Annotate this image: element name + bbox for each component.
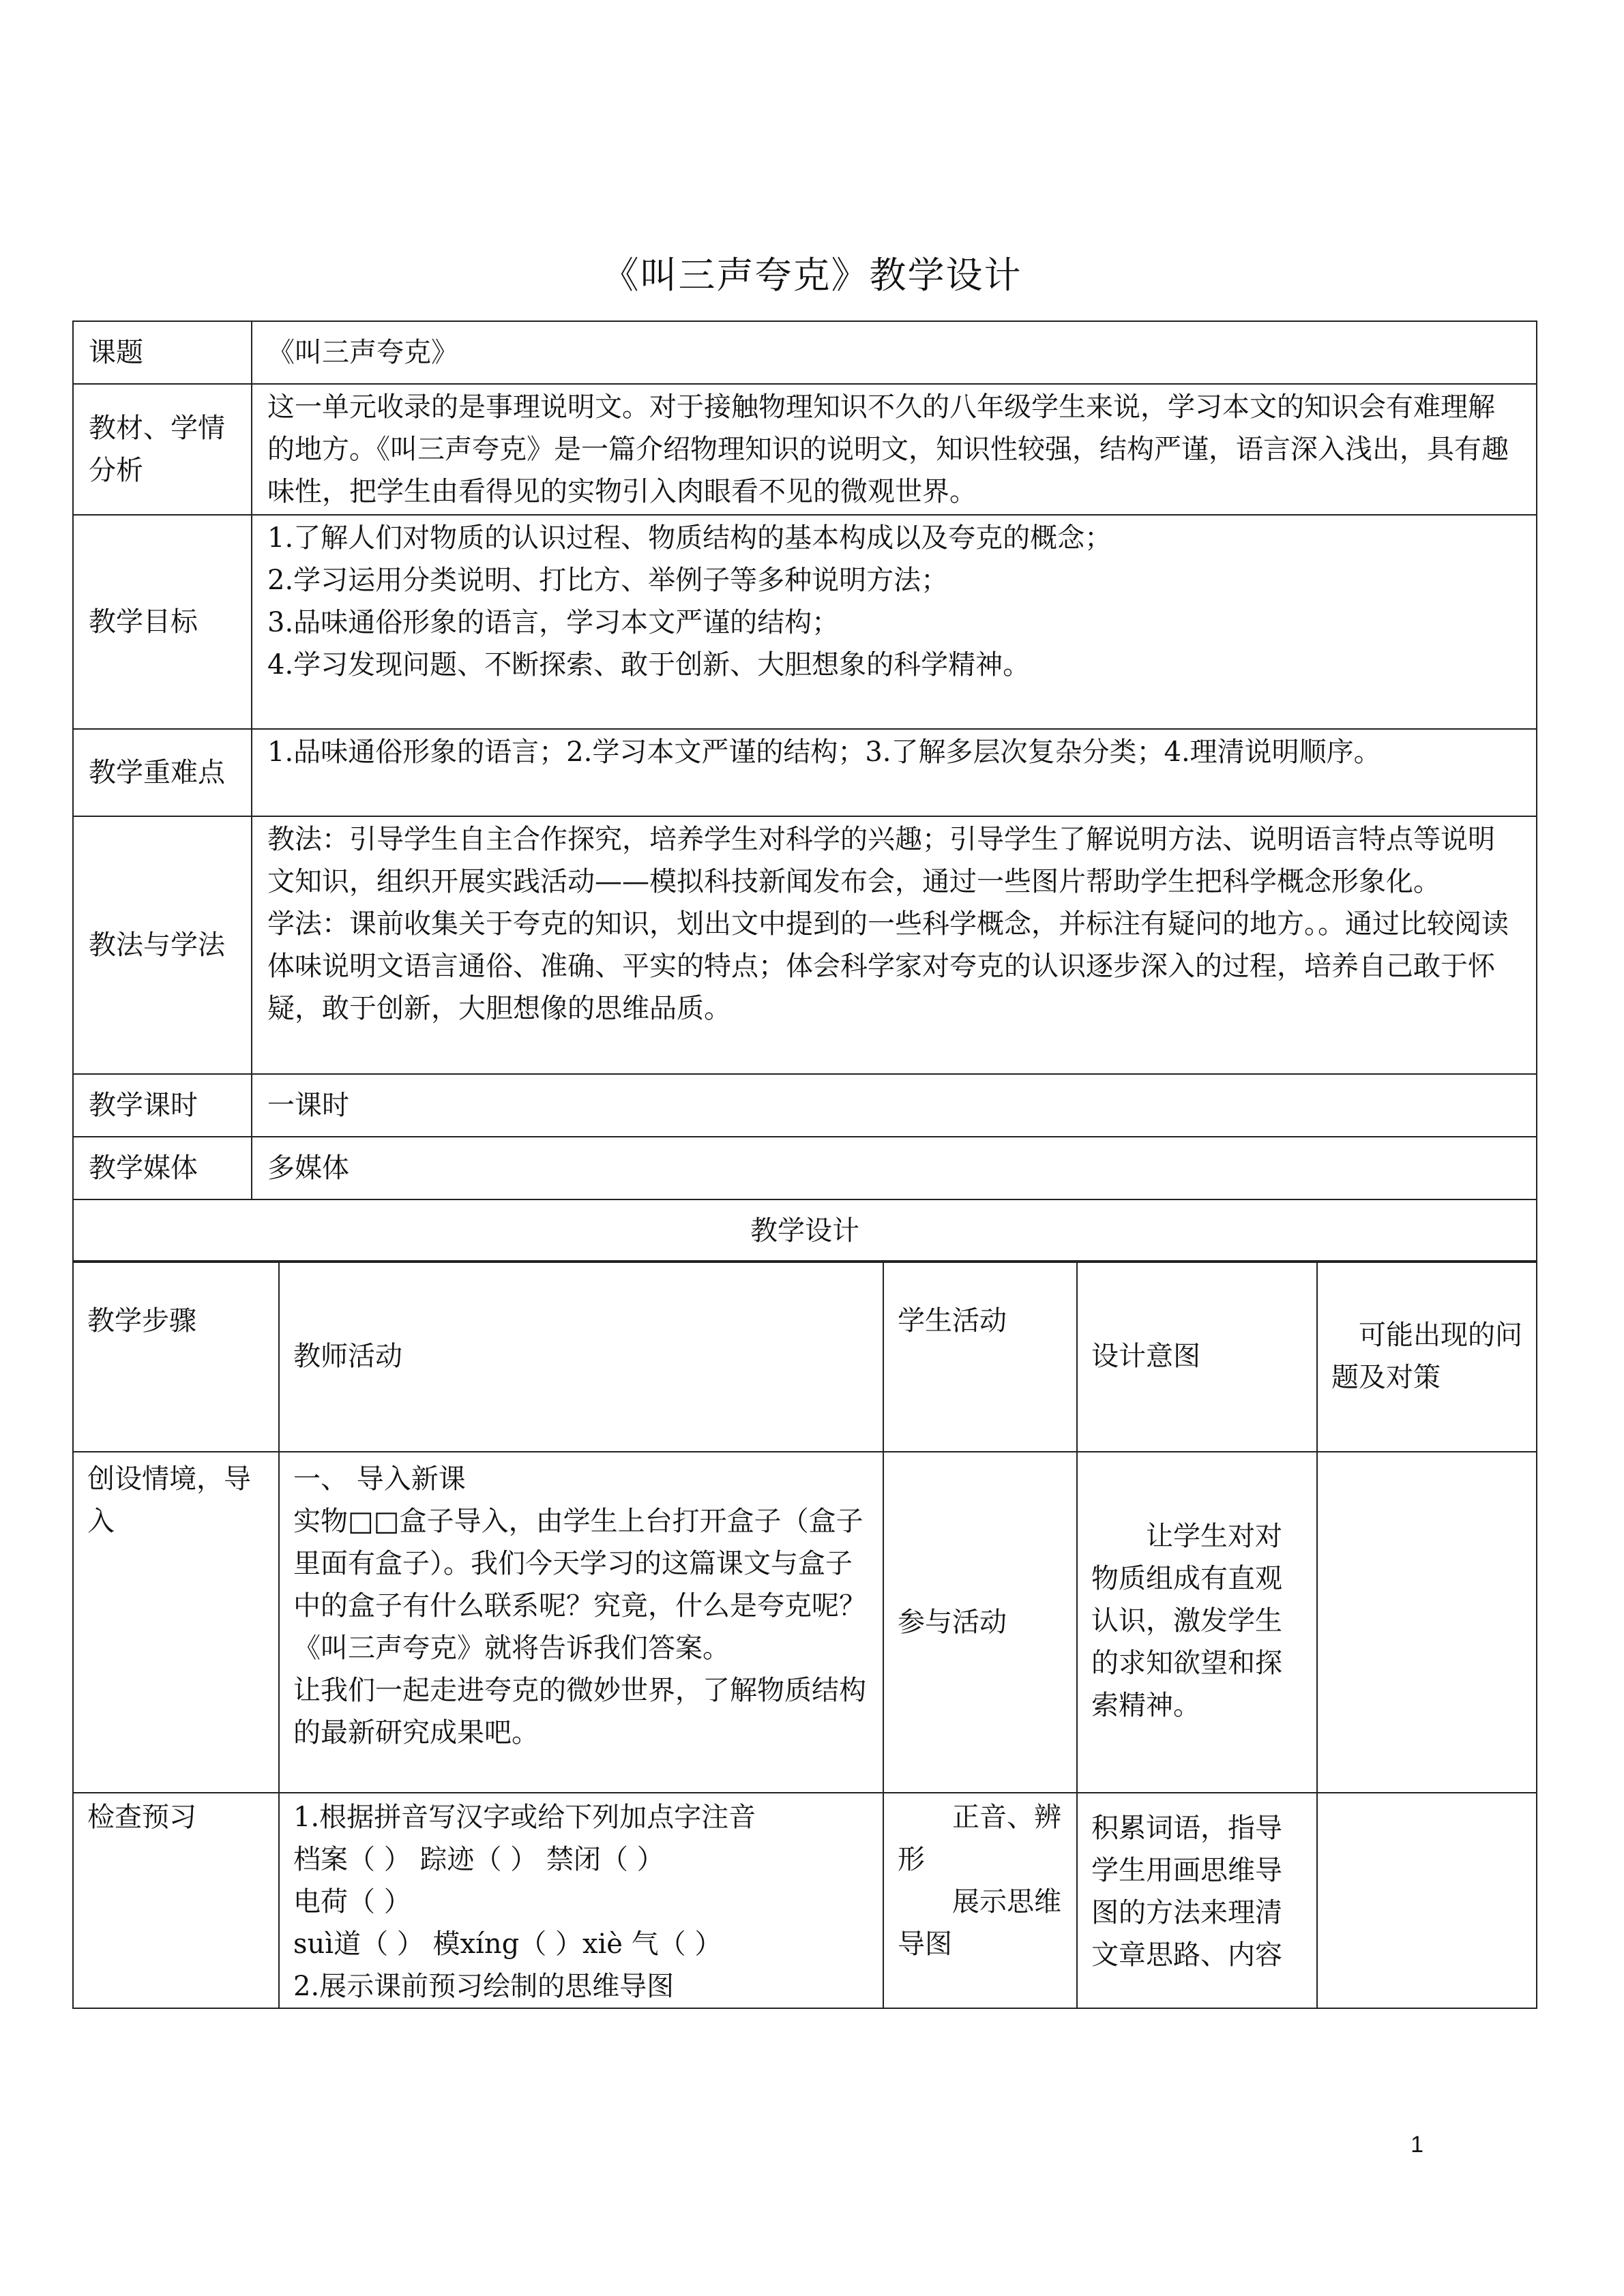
info-row-hours [73,1074,1537,1137]
header-problems: 可能出现的问题及对策 [1317,1261,1537,1452]
info-label: 教材、学情分析 [73,384,252,515]
design-table [72,1260,1537,2009]
info-value [252,816,1537,1074]
goal-item: 3.品味通俗形象的语言，学习本文严谨的结构； [267,607,840,638]
design-intent: 让学生对对物质组成有直观认识，激发学生的求知欲望和探索精神。 [1077,1452,1317,1793]
header-intent: 设计意图 [1077,1261,1317,1452]
info-value [252,515,1537,729]
info-value: 《叫三声夸克》 [252,321,1537,384]
info-label: 教学重难点 [73,729,252,816]
teacher-line: 电荷（ ） [293,1886,411,1918]
header-teacher: 教师活动 [279,1261,883,1452]
problems-cell [1317,1452,1537,1793]
goal-item: 1.了解人们对物质的认识过程、物质结构的基本构成以及夸克的概念； [267,522,1112,554]
teacher-line: 2.展示课前预习绘制的思维导图 [293,1971,675,2002]
info-row-topic [73,321,1537,384]
info-label: 教学目标 [73,515,252,729]
header-step: 教学步骤 [73,1261,279,1452]
goal-item: 4.学习发现问题、不断探索、敢于创新、大胆想象的科学精神。 [267,649,1031,681]
header-student: 学生活动 [883,1261,1077,1452]
design-intent: 积累词语，指导学生用画思维导图的方法来理清文章思路、内容 [1077,1793,1317,2008]
info-table [72,320,1537,1263]
info-value: 这一单元收录的是事理说明文。对于接触物理知识不久的八年级学生来说，学习本文的知识会有难理解的地方。《叫三声夸克》是一篇介绍物理知识的说明文，知识性较强，结构严谨，语言深入浅出，具有趣味性，把学生由看得见的实物引入肉眼看不见的微观世界。 [252,384,1537,515]
info-row-media [73,1137,1537,1199]
info-label: 课题 [73,321,252,384]
info-value: 多媒体 [252,1137,1537,1199]
page-number: 1 [1411,2132,1423,2158]
teacher-line: suì道（ ） 模xíng（ ）xiè 气（ ） [293,1928,722,1960]
teacher-line: 让我们一起走进夸克的微妙世界，了解物质结构的最新研究成果吧。 [293,1675,866,1748]
goal-item: 2.学习运用分类说明、打比方、举例子等多种说明方法； [267,565,949,596]
student-activity: 参与活动 [883,1452,1077,1793]
student-line: 展示思维导图 [898,1886,1061,1960]
method-teach: 教法：引导学生自主合作探究，培养学生对科学的兴趣；引导学生了解说明方法、说明语言特点等说明文知识，组织开展实践活动——模拟科技新闻发布会，通过一些图片帮助学生把科学概念形象化。 [267,824,1495,897]
teacher-line: 一、 导入新课 [293,1463,466,1495]
design-title-row [73,1199,1537,1262]
info-label: 教学媒体 [73,1137,252,1199]
teacher-line: 实物□□盒子导入，由学生上台打开盒子（盒子里面有盒子）。我们今天学习的这篇课文与盒子中的盒子有什么联系呢？究竟，什么是夸克呢？《叫三声夸克》就将告诉我们答案。 [293,1506,866,1664]
problems-cell [1317,1793,1537,2008]
info-value: 一课时 [252,1074,1537,1137]
info-row-analysis [73,384,1537,515]
student-activity [883,1793,1077,2008]
teacher-line: 档案（ ） 踪迹（ ） 禁闭（ ） [293,1844,664,1875]
design-row-intro [73,1452,1537,1793]
info-row-keypoints [73,729,1537,816]
info-row-methods [73,816,1537,1074]
info-label: 教学课时 [73,1074,252,1137]
design-header-row [73,1261,1537,1452]
info-label: 教法与学法 [73,816,252,1074]
info-row-goals [73,515,1537,729]
step-cell: 创设情境，导入 [73,1452,279,1793]
student-line: 正音、辨形 [898,1802,1061,1875]
method-learn: 学法：课前收集关于夸克的知识，划出文中提到的一些科学概念，并标注有疑问的地方。。通过比较阅读体味说明文语言通俗、准确、平实的特点；体会科学家对夸克的认识逐步深入的过程，培养自己敢于怀疑，敢于创新，大胆想像的思维品质。 [267,908,1509,1024]
design-row-preview [73,1793,1537,2008]
design-title: 教学设计 [73,1199,1537,1262]
step-cell: 检查预习 [73,1793,279,2008]
teacher-line: 1.根据拼音写汉字或给下列加点字注音 [293,1802,756,1833]
teacher-activity [279,1452,883,1793]
document-title: 《叫三声夸克》教学设计 [602,254,1022,297]
info-value: 1.品味通俗形象的语言；2.学习本文严谨的结构；3.了解多层次复杂分类；4.理清说明顺序。 [252,729,1537,816]
teacher-activity [279,1793,883,2008]
